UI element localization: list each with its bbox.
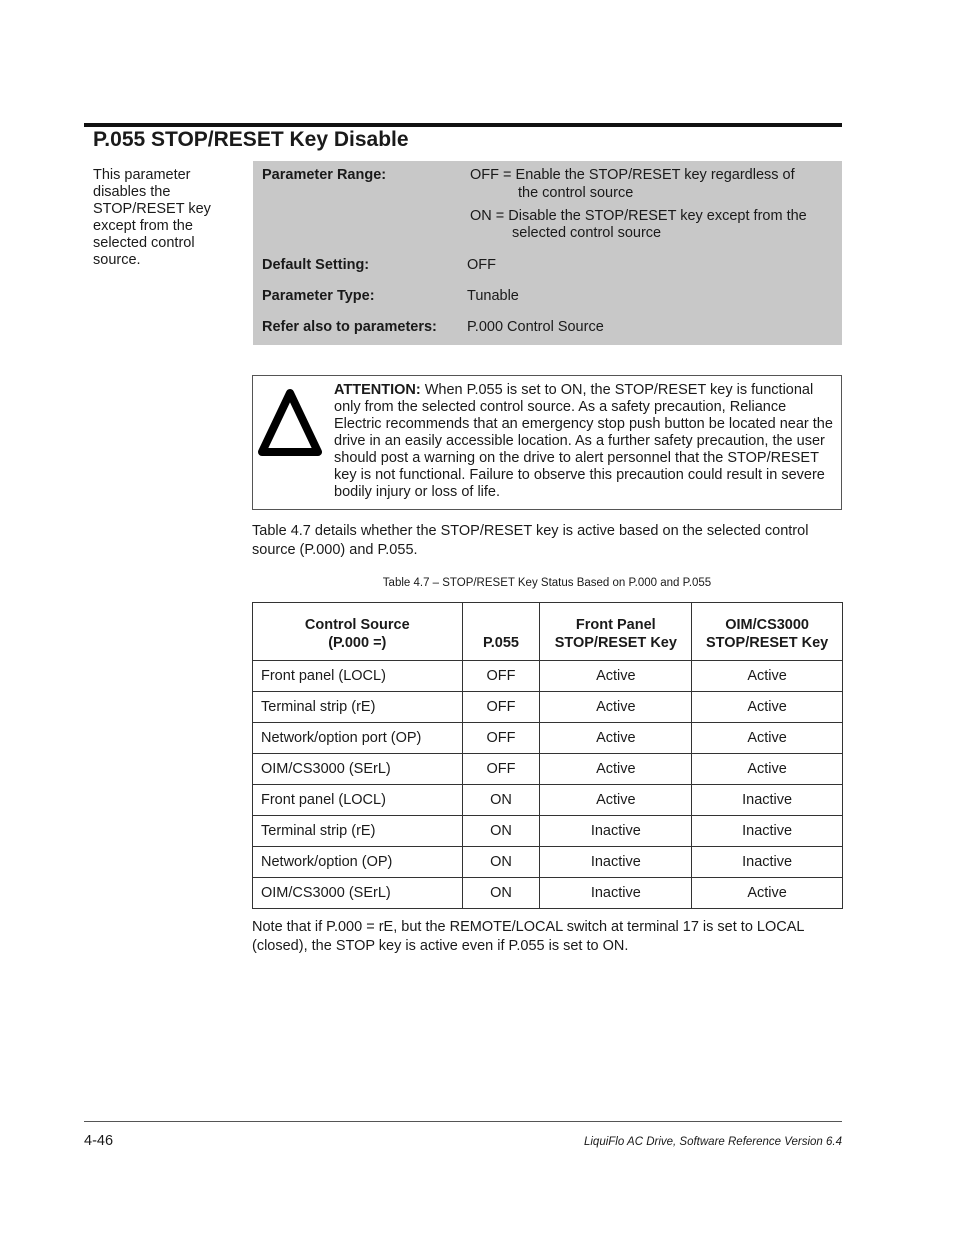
- default-setting-label: Default Setting:: [262, 257, 370, 273]
- header-p055: P.055: [462, 603, 540, 661]
- cell-oim: Active: [692, 692, 843, 723]
- attention-box: [252, 375, 842, 510]
- cell-control-source: OIM/CS3000 (SErL): [253, 754, 463, 785]
- range-on-line2: selected control source: [512, 225, 662, 241]
- cell-oim: Active: [692, 754, 843, 785]
- page-number: 4-46: [84, 1133, 114, 1149]
- document-title: LiquiFlo AC Drive, Software Reference Version 6.4: [583, 1136, 842, 1148]
- cell-control-source: Terminal strip (rE): [253, 692, 463, 723]
- cell-front-panel: Active: [540, 661, 692, 692]
- parameter-type-label: Parameter Type:: [262, 288, 375, 304]
- parameter-range-label: Parameter Range:: [262, 167, 387, 183]
- cell-front-panel: Inactive: [540, 878, 692, 909]
- footer-rule: [84, 1121, 842, 1122]
- cell-control-source: OIM/CS3000 (SErL): [253, 878, 463, 909]
- note-paragraph: Note that if P.000 = rE, but the REMOTE/LOCAL switch at terminal 17 is set to LOCAL (closed), the STOP key is active even if P.055 is set to ON.: [252, 919, 804, 954]
- cell-oim: Active: [692, 723, 843, 754]
- table-caption: Table 4.7 – STOP/RESET Key Status Based on P.000 and P.055: [382, 577, 712, 589]
- table-row: [253, 661, 843, 692]
- cell-front-panel: Active: [540, 692, 692, 723]
- cell-front-panel: Active: [540, 785, 692, 816]
- header-control-source: Control Source (P.000 =): [253, 603, 463, 661]
- cell-p055: OFF: [462, 692, 540, 723]
- table-row: [253, 723, 843, 754]
- cell-control-source: Terminal strip (rE): [253, 816, 463, 847]
- range-off-line1: OFF = Enable the STOP/RESET key regardless of: [470, 167, 795, 183]
- cell-front-panel: Active: [540, 723, 692, 754]
- attention-body: When P.055 is set to ON, the STOP/RESET key is functional only from the selected control source. As a safety precaution, Reliance Electric recommends that an emergency stop push button be located near the drive in an easily accessible location. As a further safety precaution, the user should post a warning on the drive to alert personnel that the STOP/RESET key is not functional. Failure to observe this precaution could result in severe bodily injury or loss of life.: [334, 382, 833, 500]
- table-header-row: [253, 603, 843, 661]
- table-row: [253, 692, 843, 723]
- cell-control-source: Network/option port (OP): [253, 723, 463, 754]
- intro-paragraph: Table 4.7 details whether the STOP/RESET key is active based on the selected control source (P.000) and P.055.: [252, 523, 809, 558]
- cell-oim: Inactive: [692, 847, 843, 878]
- cell-p055: ON: [462, 785, 540, 816]
- cell-control-source: Front panel (LOCL): [253, 785, 463, 816]
- table-row: [253, 816, 843, 847]
- attention-label: ATTENTION:: [334, 382, 421, 398]
- header-rule: [84, 123, 842, 127]
- range-on-line1: ON = Disable the STOP/RESET key except from the: [470, 208, 807, 224]
- cell-front-panel: Active: [540, 754, 692, 785]
- attention-text: [334, 382, 834, 501]
- cell-p055: OFF: [462, 754, 540, 785]
- default-setting-value: OFF: [467, 257, 496, 273]
- table-row: [253, 785, 843, 816]
- cell-front-panel: Inactive: [540, 847, 692, 878]
- refer-also-label: Refer also to parameters:: [262, 319, 437, 335]
- header-front-panel: Front Panel STOP/RESET Key: [540, 603, 692, 661]
- header-oim-cs3000: OIM/CS3000 STOP/RESET Key: [692, 603, 843, 661]
- cell-p055: OFF: [462, 661, 540, 692]
- cell-p055: ON: [462, 847, 540, 878]
- refer-also-value: P.000 Control Source: [467, 319, 604, 335]
- cell-control-source: Front panel (LOCL): [253, 661, 463, 692]
- cell-oim: Active: [692, 878, 843, 909]
- cell-oim: Inactive: [692, 816, 843, 847]
- cell-p055: ON: [462, 878, 540, 909]
- parameter-type-value: Tunable: [467, 288, 519, 304]
- parameter-summary-box: [253, 161, 842, 345]
- cell-oim: Inactive: [692, 785, 843, 816]
- cell-control-source: Network/option (OP): [253, 847, 463, 878]
- range-off-line2: the control source: [518, 185, 634, 201]
- page-title: P.055 STOP/RESET Key Disable: [93, 128, 409, 151]
- warning-triangle-icon: [257, 384, 323, 456]
- status-table: [252, 602, 843, 909]
- table-row: [253, 847, 843, 878]
- cell-front-panel: Inactive: [540, 816, 692, 847]
- cell-oim: Active: [692, 661, 843, 692]
- cell-p055: OFF: [462, 723, 540, 754]
- table-row: [253, 878, 843, 909]
- table-row: [253, 754, 843, 785]
- cell-p055: ON: [462, 816, 540, 847]
- side-note: This parameter disables the STOP/RESET key except from the selected control source.: [93, 167, 211, 268]
